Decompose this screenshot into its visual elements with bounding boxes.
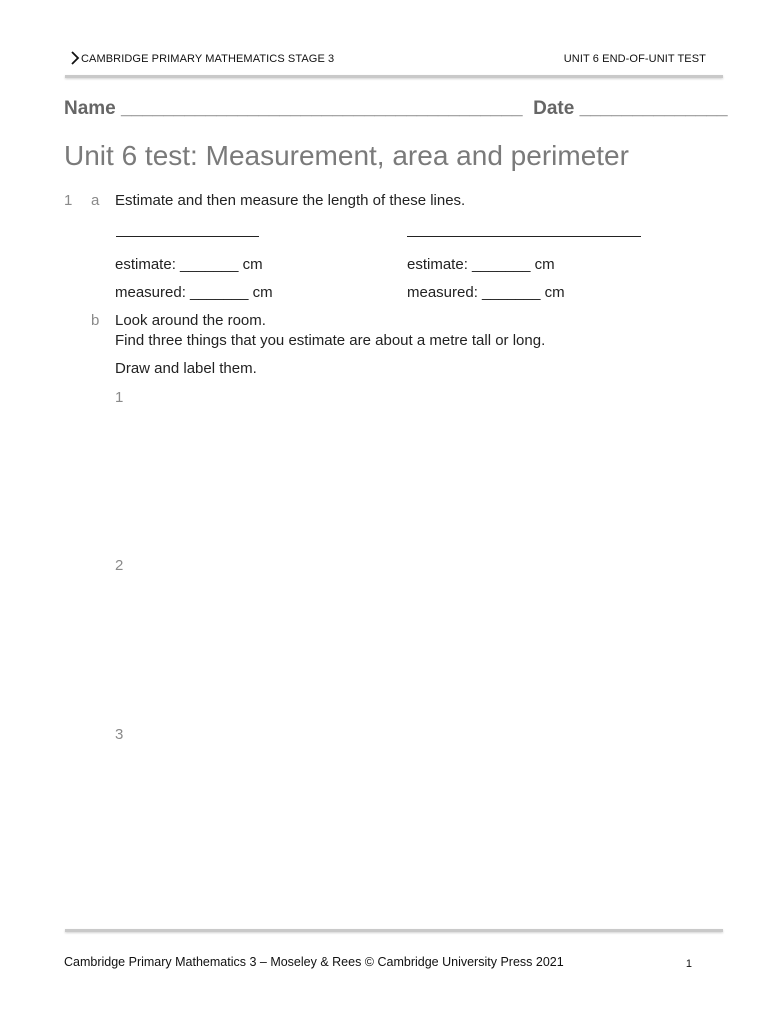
estimate-answer-left[interactable]: estimate: _______ cm: [115, 256, 263, 273]
q1a-instruction: Estimate and then measure the length of these lines.: [115, 192, 466, 209]
drawing-space-1[interactable]: 1: [115, 389, 124, 406]
page-number: 1: [685, 958, 692, 970]
drawing-space-3[interactable]: 3: [115, 726, 124, 743]
measured-answer-right[interactable]: measured: _______ cm: [407, 284, 565, 301]
question-number: 1: [64, 192, 73, 209]
q1b-instruction-line1: Look around the room.: [115, 312, 266, 329]
page-title: Unit 6 test: Measurement, area and perimeter: [64, 140, 629, 171]
header-test-title: UNIT 6 END-OF-UNIT TEST: [563, 53, 706, 65]
line-to-measure-short: [116, 236, 259, 237]
header-divider: [65, 75, 723, 78]
measured-answer-left[interactable]: measured: _______ cm: [115, 284, 273, 301]
header-series-title: CAMBRIDGE PRIMARY MATHEMATICS STAGE 3: [81, 53, 335, 65]
drawing-space-2[interactable]: 2: [115, 557, 124, 574]
line-to-measure-long: [407, 236, 641, 237]
estimate-answer-right[interactable]: estimate: _______ cm: [407, 256, 555, 273]
name-date-field: Name ______________________________________ Date ______________: [64, 98, 728, 119]
q1b-instruction-line3: Draw and label them.: [115, 360, 257, 377]
part-letter-b: b: [91, 312, 100, 329]
q1b-instruction-line2: Find three things that you estimate are about a metre tall or long.: [115, 332, 546, 349]
part-letter-a: a: [91, 192, 100, 209]
footer-credit: Cambridge Primary Mathematics 3 – Moseley & Rees © Cambridge University Press 2021: [64, 955, 564, 969]
footer-divider: [65, 929, 723, 932]
chevron-right-icon: [68, 50, 82, 66]
